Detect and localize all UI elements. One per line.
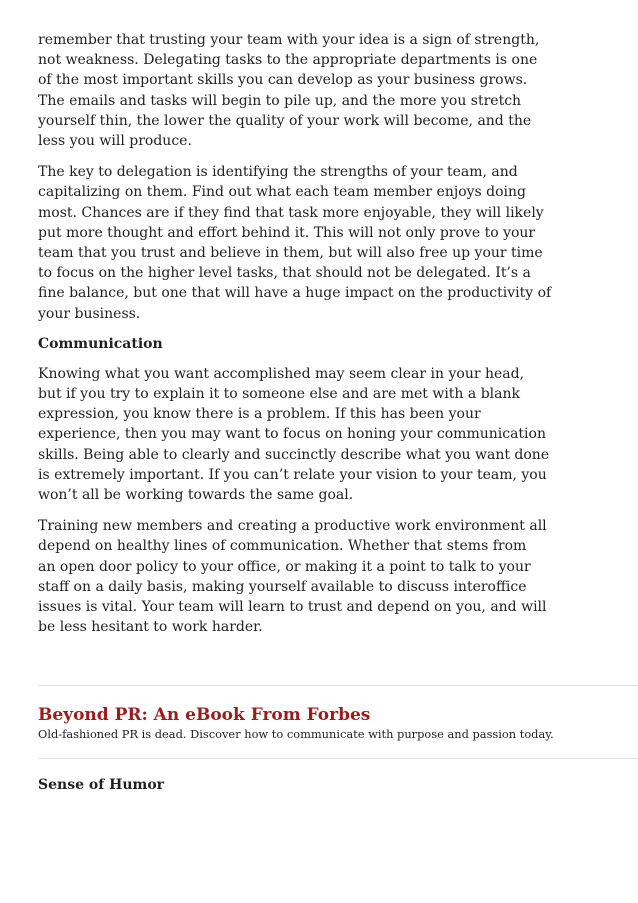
- text-line: expression, you know there is a problem. If this has been your: [38, 406, 481, 423]
- text-line: be less hesitant to work harder.: [38, 619, 263, 636]
- promo-description: Old-fashioned PR is dead. Discover how to communicate with purpose and passion today.: [38, 727, 554, 741]
- text-line: less you will produce.: [38, 133, 192, 150]
- text-line: an open door policy to your office, or making it a point to talk to your: [38, 558, 531, 575]
- paragraph-communication-1: [38, 364, 638, 505]
- text-line: staff on a daily basis, making yourself available to discuss interoffice: [38, 578, 527, 595]
- text-line: of the most important skills you can develop as your business grows.: [38, 72, 528, 89]
- text-line: experience, then you may want to focus on honing your communication: [38, 426, 546, 443]
- text-line: not weakness. Delegating tasks to the appropriate departments is one: [38, 52, 538, 69]
- text-line: most. Chances are if they find that task more enjoyable, they will likely: [38, 204, 544, 221]
- text-line: issues is vital. Your team will learn to trust and depend on you, and will: [38, 599, 547, 616]
- text-line: Knowing what you want accomplished may seem clear in your head,: [38, 365, 525, 382]
- text-line: is extremely important. If you can’t relate your vision to your team, you: [38, 466, 547, 483]
- paragraph-delegation-intro: [38, 30, 638, 151]
- text-line: but if you try to explain it to someone else and are met with a blank: [38, 386, 520, 403]
- text-line: team that you trust and believe in them, but will also free up your time: [38, 245, 543, 262]
- text-line: depend on healthy lines of communication. Whether that stems from: [38, 538, 527, 555]
- text-line: to focus on the higher level tasks, that should not be delegated. It’s a: [38, 265, 531, 282]
- text-line: won’t all be working towards the same goal.: [38, 487, 354, 504]
- promo-ebook-link[interactable]: Beyond PR: An eBook From Forbes: [38, 705, 371, 725]
- paragraph-delegation-key: [38, 162, 638, 324]
- text-line: skills. Being able to clearly and succinctly describe what you want done: [38, 446, 550, 463]
- text-line: The key to delegation is identifying the strengths of your team, and: [38, 164, 518, 181]
- divider: [38, 685, 638, 686]
- paragraph-communication-2: [38, 516, 638, 637]
- text-line: yourself thin, the lower the quality of your work will become, and the: [38, 112, 532, 129]
- text-line: Training new members and creating a productive work environment all: [38, 518, 547, 535]
- divider: [38, 758, 638, 759]
- text-line: capitalizing on them. Find out what each team member enjoys doing: [38, 184, 527, 201]
- text-line: put more thought and effort behind it. This will not only prove to your: [38, 224, 536, 241]
- text-line: remember that trusting your team with your idea is a sign of strength,: [38, 32, 540, 48]
- section-heading-sense-of-humor: Sense of Humor: [38, 777, 165, 793]
- text-line: your business.: [38, 305, 141, 322]
- text-line: The emails and tasks will begin to pile up, and the more you stretch: [38, 92, 522, 109]
- text-line: fine balance, but one that will have a huge impact on the productivity of: [38, 285, 552, 302]
- article-body: [38, 30, 638, 637]
- section-heading-communication: Communication: [38, 335, 163, 352]
